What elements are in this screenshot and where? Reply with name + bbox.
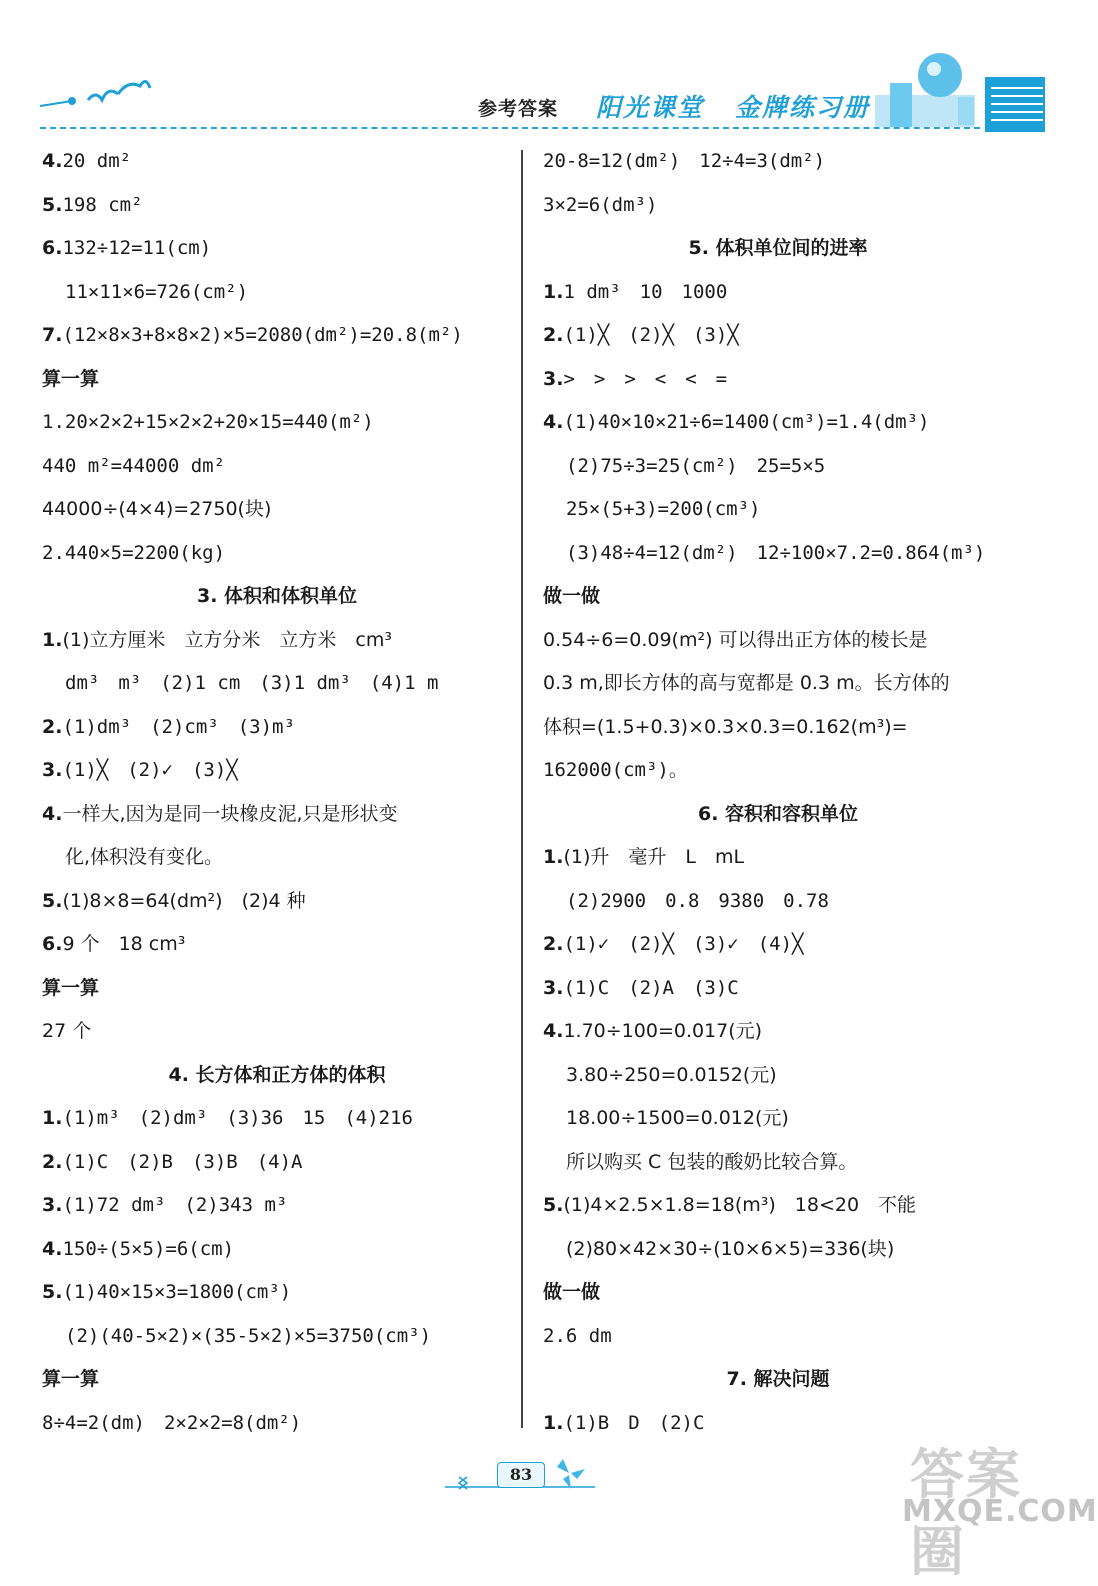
page-header — [0, 0, 1063, 135]
answer-line — [42, 1315, 512, 1359]
answer-text: (1)立方厘米 立方分米 立方米 cm³ — [62, 628, 392, 651]
globe-decoration-icon — [870, 45, 980, 130]
answer-line — [543, 749, 1013, 793]
answer-line — [543, 1315, 1013, 1359]
section-heading — [42, 1054, 512, 1098]
answer-text: 0.3 m,即长方体的高与宽都是 0.3 m。长方体的 — [543, 672, 950, 694]
answer-item — [42, 793, 512, 837]
answer-text: 8÷4=2(dm) 2×2×2=8(dm²) — [42, 1411, 302, 1434]
answer-item — [42, 314, 512, 358]
section-heading-text: 6. 容积和容积单位 — [697, 802, 859, 825]
answer-line — [543, 880, 1013, 924]
answer-item-number: 5. — [42, 889, 63, 912]
answer-text: (1)40×10×21÷6=1400(cm³)=1.4(dm³) — [563, 411, 930, 433]
answer-item — [42, 184, 512, 228]
answer-item-number: 5. — [42, 1281, 63, 1303]
section-heading-text: 3. 体积和体积单位 — [196, 585, 358, 607]
answer-line — [543, 706, 1013, 750]
answer-line — [42, 662, 512, 706]
answer-item-number: 1. — [543, 280, 564, 303]
practice-section-title — [42, 967, 512, 1011]
answer-text: 3×2=6(dm³) — [543, 193, 658, 216]
answer-text: (12×8×3+8×8×2)×5=2080(dm²)=20.8(m²) — [62, 324, 463, 346]
practice-section-text: 做一做 — [543, 1281, 601, 1303]
answer-text: (1)B D (2)C — [563, 1411, 705, 1434]
answer-line — [543, 619, 1013, 663]
practice-section-title — [42, 1358, 512, 1402]
section-heading — [543, 227, 1013, 271]
practice-section-text: 算一算 — [42, 976, 100, 999]
answer-item-number: 1. — [543, 1411, 564, 1434]
watermark-cn-text: 答案圈 — [910, 1443, 1022, 1583]
answer-item — [42, 227, 512, 271]
right-column — [543, 140, 1013, 1445]
answer-text: (1)╳ (2)✓ (3)╳ — [62, 759, 238, 781]
answer-text: 1.70÷100=0.017(元) — [563, 1020, 763, 1042]
answer-line — [42, 836, 512, 880]
answer-text: 2.440×5=2200(kg) — [42, 541, 226, 564]
watermark — [890, 1432, 1098, 1583]
answer-text: 一样大,因为是同一块橡皮泥,只是形状变 — [62, 802, 398, 825]
answer-text: (1)✓ (2)╳ (3)✓ (4)╳ — [563, 933, 804, 955]
answer-text: (2)80×42×30÷(10×6×5)=336(块) — [566, 1237, 895, 1260]
answer-item — [543, 314, 1013, 358]
watermark-en-text: MXQE.COM — [902, 1494, 1098, 1529]
answer-text: (1)4×2.5×1.8=18(m³) 18<20 不能 — [563, 1194, 917, 1216]
answer-item-number: 3. — [543, 976, 564, 999]
answer-item — [42, 1184, 512, 1228]
answer-line — [42, 271, 512, 315]
section-heading — [543, 793, 1013, 837]
answer-text: dm³ m³ (2)1 cm (3)1 dm³ (4)1 m — [65, 672, 439, 694]
answer-line — [42, 488, 512, 532]
section-heading-text: 5. 体积单位间的进率 — [688, 237, 868, 259]
answer-item-number: 4. — [42, 802, 63, 825]
answer-text: 44000÷(4×4)=2750(块) — [42, 498, 272, 520]
header-stripes-decoration — [985, 72, 1045, 132]
answer-line — [42, 532, 512, 576]
answer-text: 0.54÷6=0.09(m²) 可以得出正方体的棱长是 — [543, 628, 928, 651]
answer-item — [543, 401, 1013, 445]
answer-item — [42, 880, 512, 924]
practice-section-title — [42, 358, 512, 402]
answer-line — [543, 1228, 1013, 1272]
answer-item — [42, 749, 512, 793]
answer-item — [543, 271, 1013, 315]
practice-section-title — [543, 1271, 1013, 1315]
answer-item-number: 3. — [42, 1194, 63, 1216]
answer-text: 18.00÷1500=0.012(元) — [566, 1107, 789, 1129]
answer-line — [543, 140, 1013, 184]
answer-line — [543, 445, 1013, 489]
answer-text: 25×(5+3)=200(cm³) — [566, 498, 761, 520]
answer-item-number: 7. — [42, 324, 63, 346]
answer-text: 3.80÷250=0.0152(元) — [566, 1063, 777, 1086]
answer-text: 162000(cm³)。 — [543, 759, 688, 781]
answer-item — [42, 1097, 512, 1141]
answer-item — [543, 358, 1013, 402]
answer-item — [543, 836, 1013, 880]
answer-item-number: 2. — [543, 933, 564, 955]
answer-item-number: 4. — [543, 1020, 564, 1042]
answer-text: (2)75÷3=25(cm²) 25=5×5 — [566, 454, 826, 477]
answer-item-number: 6. — [42, 933, 63, 955]
answer-text: 9 个 18 cm³ — [62, 933, 186, 955]
answer-text: 198 cm² — [62, 193, 143, 216]
practice-section-text: 算一算 — [42, 1368, 100, 1390]
practice-section-text: 算一算 — [42, 367, 100, 390]
answer-item — [42, 1141, 512, 1185]
answer-text: 440 m²=44000 dm² — [42, 454, 226, 477]
section-heading — [42, 575, 512, 619]
column-divider — [521, 150, 523, 1428]
answer-item-number: 3. — [42, 759, 63, 781]
answer-line — [543, 488, 1013, 532]
answer-text: 27 个 — [42, 1020, 92, 1042]
answer-text: (1)╳ (2)╳ (3)╳ — [563, 324, 739, 346]
answer-line — [42, 1010, 512, 1054]
page-number: 83 — [497, 1462, 545, 1488]
answer-text: (1)C (2)B (3)B (4)A — [62, 1150, 303, 1173]
answer-item — [42, 1228, 512, 1272]
answer-item-number: 6. — [42, 237, 63, 259]
answer-item-number: 4. — [543, 411, 564, 433]
practice-section-text: 做一做 — [543, 585, 601, 607]
answer-line — [543, 532, 1013, 576]
answer-line — [42, 401, 512, 445]
answer-item — [543, 1010, 1013, 1054]
answer-text: 11×11×6=726(cm²) — [65, 280, 249, 303]
answer-item-number: 1. — [42, 628, 63, 651]
answer-item-number: 1. — [42, 1107, 63, 1129]
answer-item — [42, 619, 512, 663]
answer-text: 132÷12=11(cm) — [62, 237, 212, 259]
answer-item-number: 2. — [543, 324, 564, 346]
section-heading-text: 4. 长方体和正方体的体积 — [168, 1063, 386, 1086]
answer-item-number: 5. — [543, 1194, 564, 1216]
answer-text: 所以购买 C 包装的酸奶比较合算。 — [566, 1150, 858, 1173]
answer-line — [543, 1054, 1013, 1098]
answer-item-number: 3. — [543, 367, 564, 390]
answer-line — [543, 1097, 1013, 1141]
header-label: 参考答案 — [478, 98, 559, 120]
answer-text: 2.6 dm — [543, 1324, 612, 1347]
answer-item-number: 5. — [42, 193, 63, 216]
answer-item — [42, 706, 512, 750]
answer-item — [543, 1184, 1013, 1228]
header-dashed-rule — [40, 127, 980, 129]
answer-item — [42, 1271, 512, 1315]
answer-text: 20-8=12(dm²) 12÷4=3(dm²) — [543, 150, 826, 172]
answer-text: 20 dm² — [62, 150, 132, 172]
answer-text: (1)72 dm³ (2)343 m³ — [62, 1194, 288, 1216]
practice-section-title — [543, 575, 1013, 619]
answer-item — [543, 923, 1013, 967]
answer-item-number: 2. — [42, 715, 63, 738]
answer-item — [42, 923, 512, 967]
section-heading — [543, 1358, 1013, 1402]
answer-text: 1.20×2×2+15×2×2+20×15=440(m²) — [42, 411, 374, 433]
left-column — [42, 140, 512, 1445]
answer-line — [42, 445, 512, 489]
answer-text: (1)m³ (2)dm³ (3)36 15 (4)216 — [62, 1107, 413, 1129]
answer-line — [543, 662, 1013, 706]
answer-text: > > > < < = — [563, 367, 728, 390]
answer-text: 1 dm³ 10 1000 — [563, 280, 728, 303]
answer-text: 化,体积没有变化。 — [65, 846, 224, 868]
answer-text: (1)dm³ (2)cm³ (3)m³ — [62, 715, 295, 738]
answer-item-number: 2. — [42, 1150, 63, 1173]
header-brand-subtitle: 金牌练习册 — [735, 93, 871, 122]
answer-text: (1)8×8=64(dm²) (2)4 种 — [62, 889, 306, 912]
section-heading-text: 7. 解决问题 — [726, 1368, 830, 1390]
answer-text: (1)升 毫升 L mL — [563, 846, 745, 868]
answer-text: (2)2900 0.8 9380 0.78 — [566, 889, 829, 912]
answer-text: (1)C (2)A (3)C — [563, 976, 739, 999]
answer-text: 150÷(5×5)=6(cm) — [62, 1237, 235, 1260]
answer-item-number: 4. — [42, 1237, 63, 1260]
answer-text: 体积=(1.5+0.3)×0.3×0.3=0.162(m³)= — [543, 715, 908, 738]
header-brand-title: 阳光课堂 — [596, 93, 705, 122]
seagulls-icon — [38, 76, 148, 112]
answer-text: (3)48÷4=12(dm²) 12÷100×7.2=0.864(m³) — [566, 541, 986, 564]
answer-item — [42, 140, 512, 184]
answer-line — [543, 1141, 1013, 1185]
answer-text: (1)40×15×3=1800(cm³) — [62, 1281, 292, 1303]
answer-text: (2)(40-5×2)×(35-5×2)×5=3750(cm³) — [65, 1324, 432, 1347]
answer-line — [42, 1402, 512, 1446]
answer-item-number: 1. — [543, 846, 564, 868]
answer-item-number: 4. — [42, 150, 63, 172]
answer-line — [543, 184, 1013, 228]
answer-item — [543, 967, 1013, 1011]
